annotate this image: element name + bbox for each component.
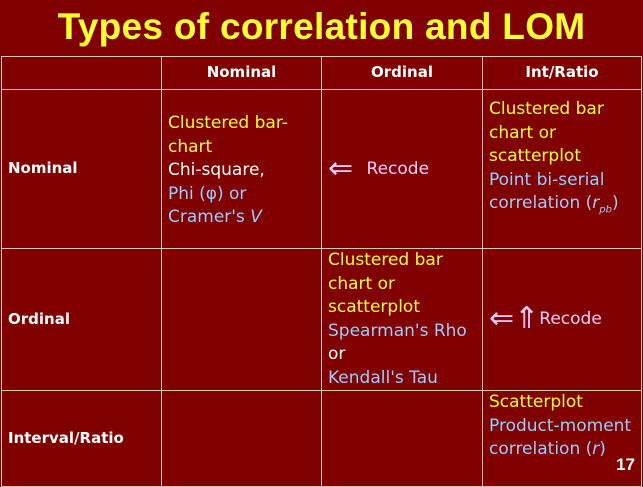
row-label-interval-ratio: Interval/Ratio: [2, 391, 162, 487]
test-name: Chi-square,: [168, 160, 265, 180]
cell-intratio-nominal: [162, 391, 322, 487]
test-variable: V: [250, 207, 262, 227]
test-variable: r: [592, 193, 600, 213]
slide-title: Types of correlation and LOM: [57, 6, 586, 47]
test-subscript: pb: [599, 204, 612, 216]
cell-nominal-ordinal: [322, 90, 483, 249]
recode-label: Recode: [539, 309, 602, 330]
row-label-nominal: Nominal: [2, 90, 162, 249]
header-int-ratio: Int/Ratio: [483, 57, 642, 90]
corner-cell: [2, 57, 162, 90]
page-number: 17: [616, 455, 635, 474]
test-name: Product-moment correlation (: [489, 415, 632, 459]
cell-nominal-nominal: [162, 90, 322, 249]
header-row: [2, 57, 642, 90]
test-name: Spearman's Rho: [328, 320, 467, 341]
chart-type: Clustered bar-chart: [168, 113, 288, 157]
correlation-table: [1, 56, 642, 487]
chart-type: Clustered bar chart or scatterplot: [489, 99, 604, 166]
test-name: Phi (φ) or Cramer's: [168, 183, 247, 227]
test-close-paren: ): [611, 193, 619, 213]
test-variable: r: [592, 439, 600, 459]
header-ordinal: Ordinal: [322, 57, 483, 90]
recode-label: Recode: [366, 158, 430, 179]
cell-ordinal-intratio: [483, 249, 642, 391]
row-nominal: [2, 90, 642, 249]
chart-type: Clustered bar chart or scatterplot: [328, 250, 443, 317]
test-name: Kendall's Tau: [328, 367, 438, 388]
test-or: or: [328, 344, 346, 364]
header-nominal: Nominal: [162, 57, 322, 90]
left-up-arrow-icon: ⇐⇑: [489, 301, 540, 337]
row-interval-ratio: [2, 391, 642, 487]
cell-intratio-ordinal: [322, 391, 483, 487]
test-name: Point bi-serial correlation (: [489, 169, 605, 213]
test-close-paren: ): [599, 439, 606, 459]
cell-ordinal-ordinal: [322, 249, 483, 391]
left-arrow-icon: ⇐: [328, 150, 354, 186]
cell-nominal-intratio: [483, 90, 642, 249]
chart-type: Scatterplot: [489, 392, 583, 412]
row-label-ordinal: Ordinal: [2, 249, 162, 391]
row-ordinal: [2, 249, 642, 391]
cell-ordinal-nominal: [162, 249, 322, 391]
